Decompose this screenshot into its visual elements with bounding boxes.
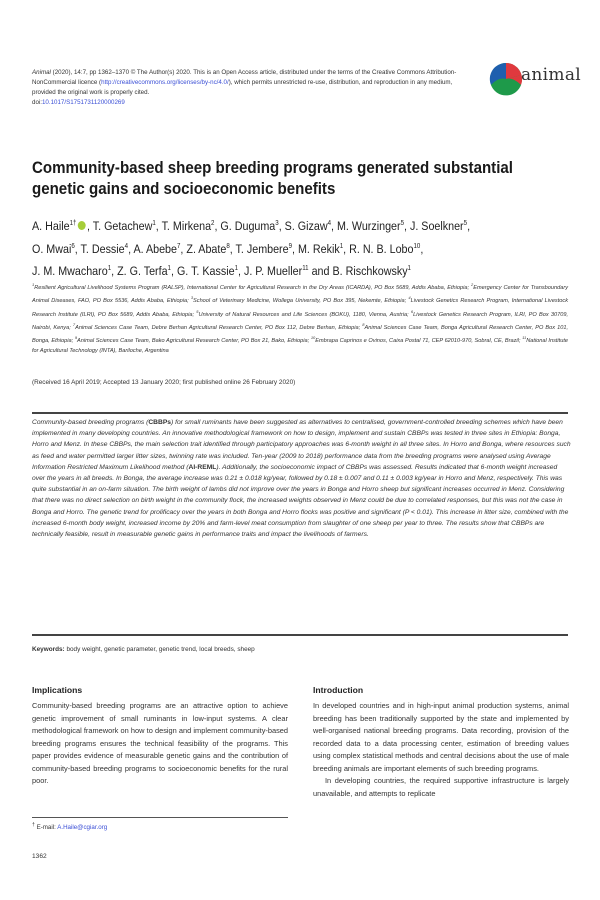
- affiliation-text: Emergency Center for Transboundary Animal Diseases, FAO, PO Box 5536, Addis Ababa, Ethiopia;: [32, 284, 568, 305]
- abstract-text: ). Additionally, the socioeconomic impact of CBBPs was assessed. Results indicated that 6-month weight increased over the years in all breeds. In Bonga, the average increase was 0.21 ± 0.018 kg/year, followed by 0.18 ± 0.007 and 0.11 ± 0.003 kg/year in Horro and Menz, respectively. This was quite substantial in an on-farm situation. The birth weight of lambs did not improve over the years in Bonga and Horro sheep but significant increases occurred in Menz. Considering that there was no direct selection on birth weight in the community flock, the increased weights observed in Menz could be due to correlated responses, but this was not the case in Bonga and Horro. The genetic trend for prolificacy over the years in both Bonga and Horro flocks was positive and significant (P < 0.01). This increase in litter size, combined with the increased 6-month body weight, increased income by 20% and farm-level meat consumption from slaughter of one sheep per year to three. The results show that CBBPs are technically feasible, result in measurable genetic gains in performance traits and impact the livelihoods of farmers.: [32, 463, 569, 539]
- email-link[interactable]: A.Haile@cgiar.org: [57, 824, 108, 832]
- affiliation-text: Resilient Agricultural Livelihood Systems Program (RALSP), International Center for Agricultural Research in the Dry Areas (ICARDA), PO Box 5689, Addis Ababa, Ethiopia;: [34, 284, 471, 291]
- author-name: J. M. Mwacharo: [32, 264, 108, 279]
- author-name: , A. Abebe: [128, 241, 177, 256]
- doi-link[interactable]: 10.1017/S1751731120000269: [41, 99, 125, 106]
- author-name: , J. Soelkner: [404, 219, 464, 234]
- author-name: , T. Jembere: [229, 241, 289, 256]
- keywords-label: Keywords:: [32, 646, 65, 653]
- article-title: Community-based sheep breeding programs generated substantial genetic gains and socioeconomic benefits: [32, 159, 513, 198]
- doi-label: doi:: [32, 99, 42, 106]
- author-name: , Z. Abate: [180, 241, 227, 256]
- author-affiliation-mark: 7: [176, 242, 181, 250]
- introduction-paragraph-2: In developing countries, the required supportive infrastructure is largely unavailable, and attempts to replicate: [313, 776, 569, 798]
- affiliation-text: Animal Sciences Case Team, Debre Berhan Agricultural Research Center, PO Box 112, Debre Berhan, Ethiopia;: [75, 324, 363, 331]
- author-name: , R. N. B. Lobo: [343, 241, 414, 256]
- footnote-label: E-mail:: [34, 824, 58, 832]
- author-affiliation-mark: 11: [302, 265, 309, 273]
- author-name: ,: [467, 219, 471, 234]
- author-name: , G. Duguma: [214, 219, 276, 234]
- author-affiliation-mark: 5: [463, 220, 468, 227]
- logo-text: animal: [521, 65, 582, 85]
- abstract-abbrev: AI-REML: [188, 463, 217, 471]
- author-affiliation-mark: 1: [407, 265, 411, 273]
- affiliation-mark: 6: [410, 308, 414, 314]
- affiliation-text: Livestock Genetics Research Program, ILRI, PO Box 30709, Nairobi, Kenya;: [32, 311, 568, 331]
- author-name: , S. Gizaw: [278, 219, 328, 234]
- affiliation-text: Animal Sciences Case Team, Bonga Agricultural Research Center, PO Box 101, Bonga, Ethiopia;: [32, 324, 569, 344]
- author-affiliation-mark: 10: [413, 242, 421, 250]
- author-name: , T. Dessie: [74, 241, 125, 256]
- author-affiliation-mark: 4: [327, 220, 332, 227]
- page-number: 1362: [32, 853, 47, 860]
- author-name: , J. P. Mueller: [238, 264, 303, 279]
- affiliation-mark: 10: [310, 335, 316, 341]
- author-list: [32, 214, 560, 282]
- author-affiliation-mark: 9: [288, 242, 293, 250]
- keywords: [32, 646, 255, 653]
- footnote-mark: †: [32, 822, 35, 828]
- affiliation-text: School of Veterinary Medicine, Wollega University, PO Box 395, Nekemte, Ethiopia;: [193, 298, 409, 305]
- licence-link[interactable]: http://creativecommons.org/licenses/by-nc/4.0/: [101, 79, 229, 86]
- author-affiliation-mark: 1: [234, 265, 239, 273]
- affiliation-mark: 1: [32, 282, 35, 287]
- affiliation-mark: 9: [74, 335, 78, 341]
- affiliation-text: Embrapa Caprinos e Ovinos, Caixa Postal 71, CEP 62010-970, Sobral, CE, Brazil;: [315, 337, 523, 344]
- author-name: , T. Mirkena: [155, 219, 212, 234]
- received-dates: (Received 16 April 2019; Accepted 13 January 2020; first published online 26 February 2020): [32, 379, 296, 386]
- affiliation-mark: 11: [522, 335, 527, 341]
- author-affiliation-mark: 1: [152, 220, 156, 227]
- implications-paragraph: Community-based breeding programs are an attractive option to achieve genetic improvement of small ruminants in low-input systems. A clear methodological framework on how to design and implement community-based breeding programs ensures the technical feasibility of the programs. This paper provides evidence of measurable genetic gains and the contribution of community-based breeding programs to socioeconomic benefits for the rural poor.: [32, 701, 288, 785]
- affiliation-mark: 3: [190, 295, 194, 301]
- author-affiliation-mark: 5: [400, 220, 405, 227]
- implications-heading: Implications: [32, 685, 83, 695]
- author-affiliation-mark: 8: [226, 242, 230, 250]
- citation-tail: ), which permits unrestricted re-use, distribution, and reproduction in any medium, provided the original work is properly cited.: [32, 79, 453, 96]
- abstract-text: Community-based breeding programs (: [32, 419, 149, 426]
- keywords-text: body weight, genetic parameter, genetic trend, local breeds, sheep: [64, 646, 255, 653]
- implications-text: [32, 700, 288, 788]
- author-line-1: [32, 214, 560, 237]
- affiliation-mark: 7: [72, 321, 76, 327]
- introduction-paragraph-1: In developed countries and in high-input animal production systems, animal breeding has been traditionally supported by the state and implemented by well-organised national breeding programs. Data recording, provision of the recorded data to a data processing center, estimation of breeding values using complex statistical methods and central decisions about the use of male breeding animals are important elements of such breeding programs.: [313, 701, 569, 773]
- journal-name: Animal: [32, 69, 51, 76]
- introduction-heading: Introduction: [313, 685, 364, 695]
- affiliations: [32, 280, 568, 357]
- orcid-icon[interactable]: [78, 221, 86, 230]
- author-affiliation-mark: 1†: [69, 220, 77, 227]
- author-name: and B. Rischkowsky: [308, 264, 408, 279]
- citation-text: (2020), 14:7, pp 1362–1370 © The Author(s) 2020. This is an Open Access article, distributed under the terms of the Creative Commons Attribution-NonCommercial licence (: [32, 69, 457, 86]
- footnote: [32, 822, 107, 831]
- affiliation-mark: 5: [196, 308, 199, 314]
- author-affiliation-mark: 1: [167, 265, 171, 273]
- footnote-rule: [32, 817, 288, 818]
- author-affiliation-mark: 1: [107, 265, 112, 273]
- abstract-top-rule: [32, 412, 568, 414]
- affiliation-text: University of Natural Resources and Life Sciences (BOKU), 1180, Vienna, Austria;: [198, 311, 411, 318]
- affiliation-text: Animal Sciences Case Team, Bako Agricultural Research Center, PO Box 21, Bako, Ethiopia;: [77, 337, 311, 344]
- abstract-abbrev: CBBPs: [148, 419, 172, 426]
- author-line-3: [32, 259, 560, 282]
- author-affiliation-mark: 6: [71, 242, 75, 250]
- author-name: , M. Rekik: [292, 241, 340, 256]
- abstract-text: ) for small ruminants have been suggested as alternatives to centralised, government-controlled breeding schemes which have been implemented in many developing countries. An innovative methodological framework on how to design, implement and sustain CBBPs was tested in three sites in Ethiopia: Bonga, Horro and Menz. In these CBBPs, the main selection trait identified through participatory approaches was 6-month weight in all three sites. In Horro and Bonga, where resources such as feed and water permitted larger litter sizes, twinning rate was included. Ten-year (2009 to 2018) performance data from the breeding programs were analysed using Average Information Restricted Maximum Likelihood method (: [32, 419, 571, 471]
- affiliation-text: Livestock Genetics Research Program, International Livestock Research Institute (ILRI), PO Box 5689, Addis Ababa, Ethiopia;: [32, 298, 568, 318]
- author-line-2: [32, 237, 560, 260]
- abstract: [32, 417, 572, 540]
- affiliation-mark: 2: [471, 282, 474, 287]
- affiliation-mark: 4: [408, 295, 411, 301]
- author-name: , M. Wurzinger: [331, 219, 401, 234]
- affiliation-mark: 8: [362, 321, 365, 327]
- author-affiliation-mark: 2: [211, 220, 215, 227]
- author-name: ,: [420, 241, 424, 256]
- author-affiliation-mark: 3: [275, 220, 279, 227]
- author-affiliation-mark: 1: [339, 242, 344, 250]
- introduction-text: [313, 700, 569, 800]
- affiliation-text: National Institute for Agricultural Technology (INTA), Bariloche, Argentina: [32, 337, 569, 355]
- author-name: , G. T. Kassie: [170, 264, 235, 279]
- abstract-bottom-rule: [32, 634, 568, 636]
- citation-header: [32, 68, 462, 108]
- logo-circle-icon: [490, 63, 522, 95]
- author-name: A. Haile: [32, 219, 70, 234]
- author-affiliation-mark: 4: [124, 242, 129, 250]
- author-name: , T. Getachew: [86, 219, 153, 234]
- author-name: , Z. G. Terfa: [111, 264, 168, 279]
- author-name: O. Mwai: [32, 241, 72, 256]
